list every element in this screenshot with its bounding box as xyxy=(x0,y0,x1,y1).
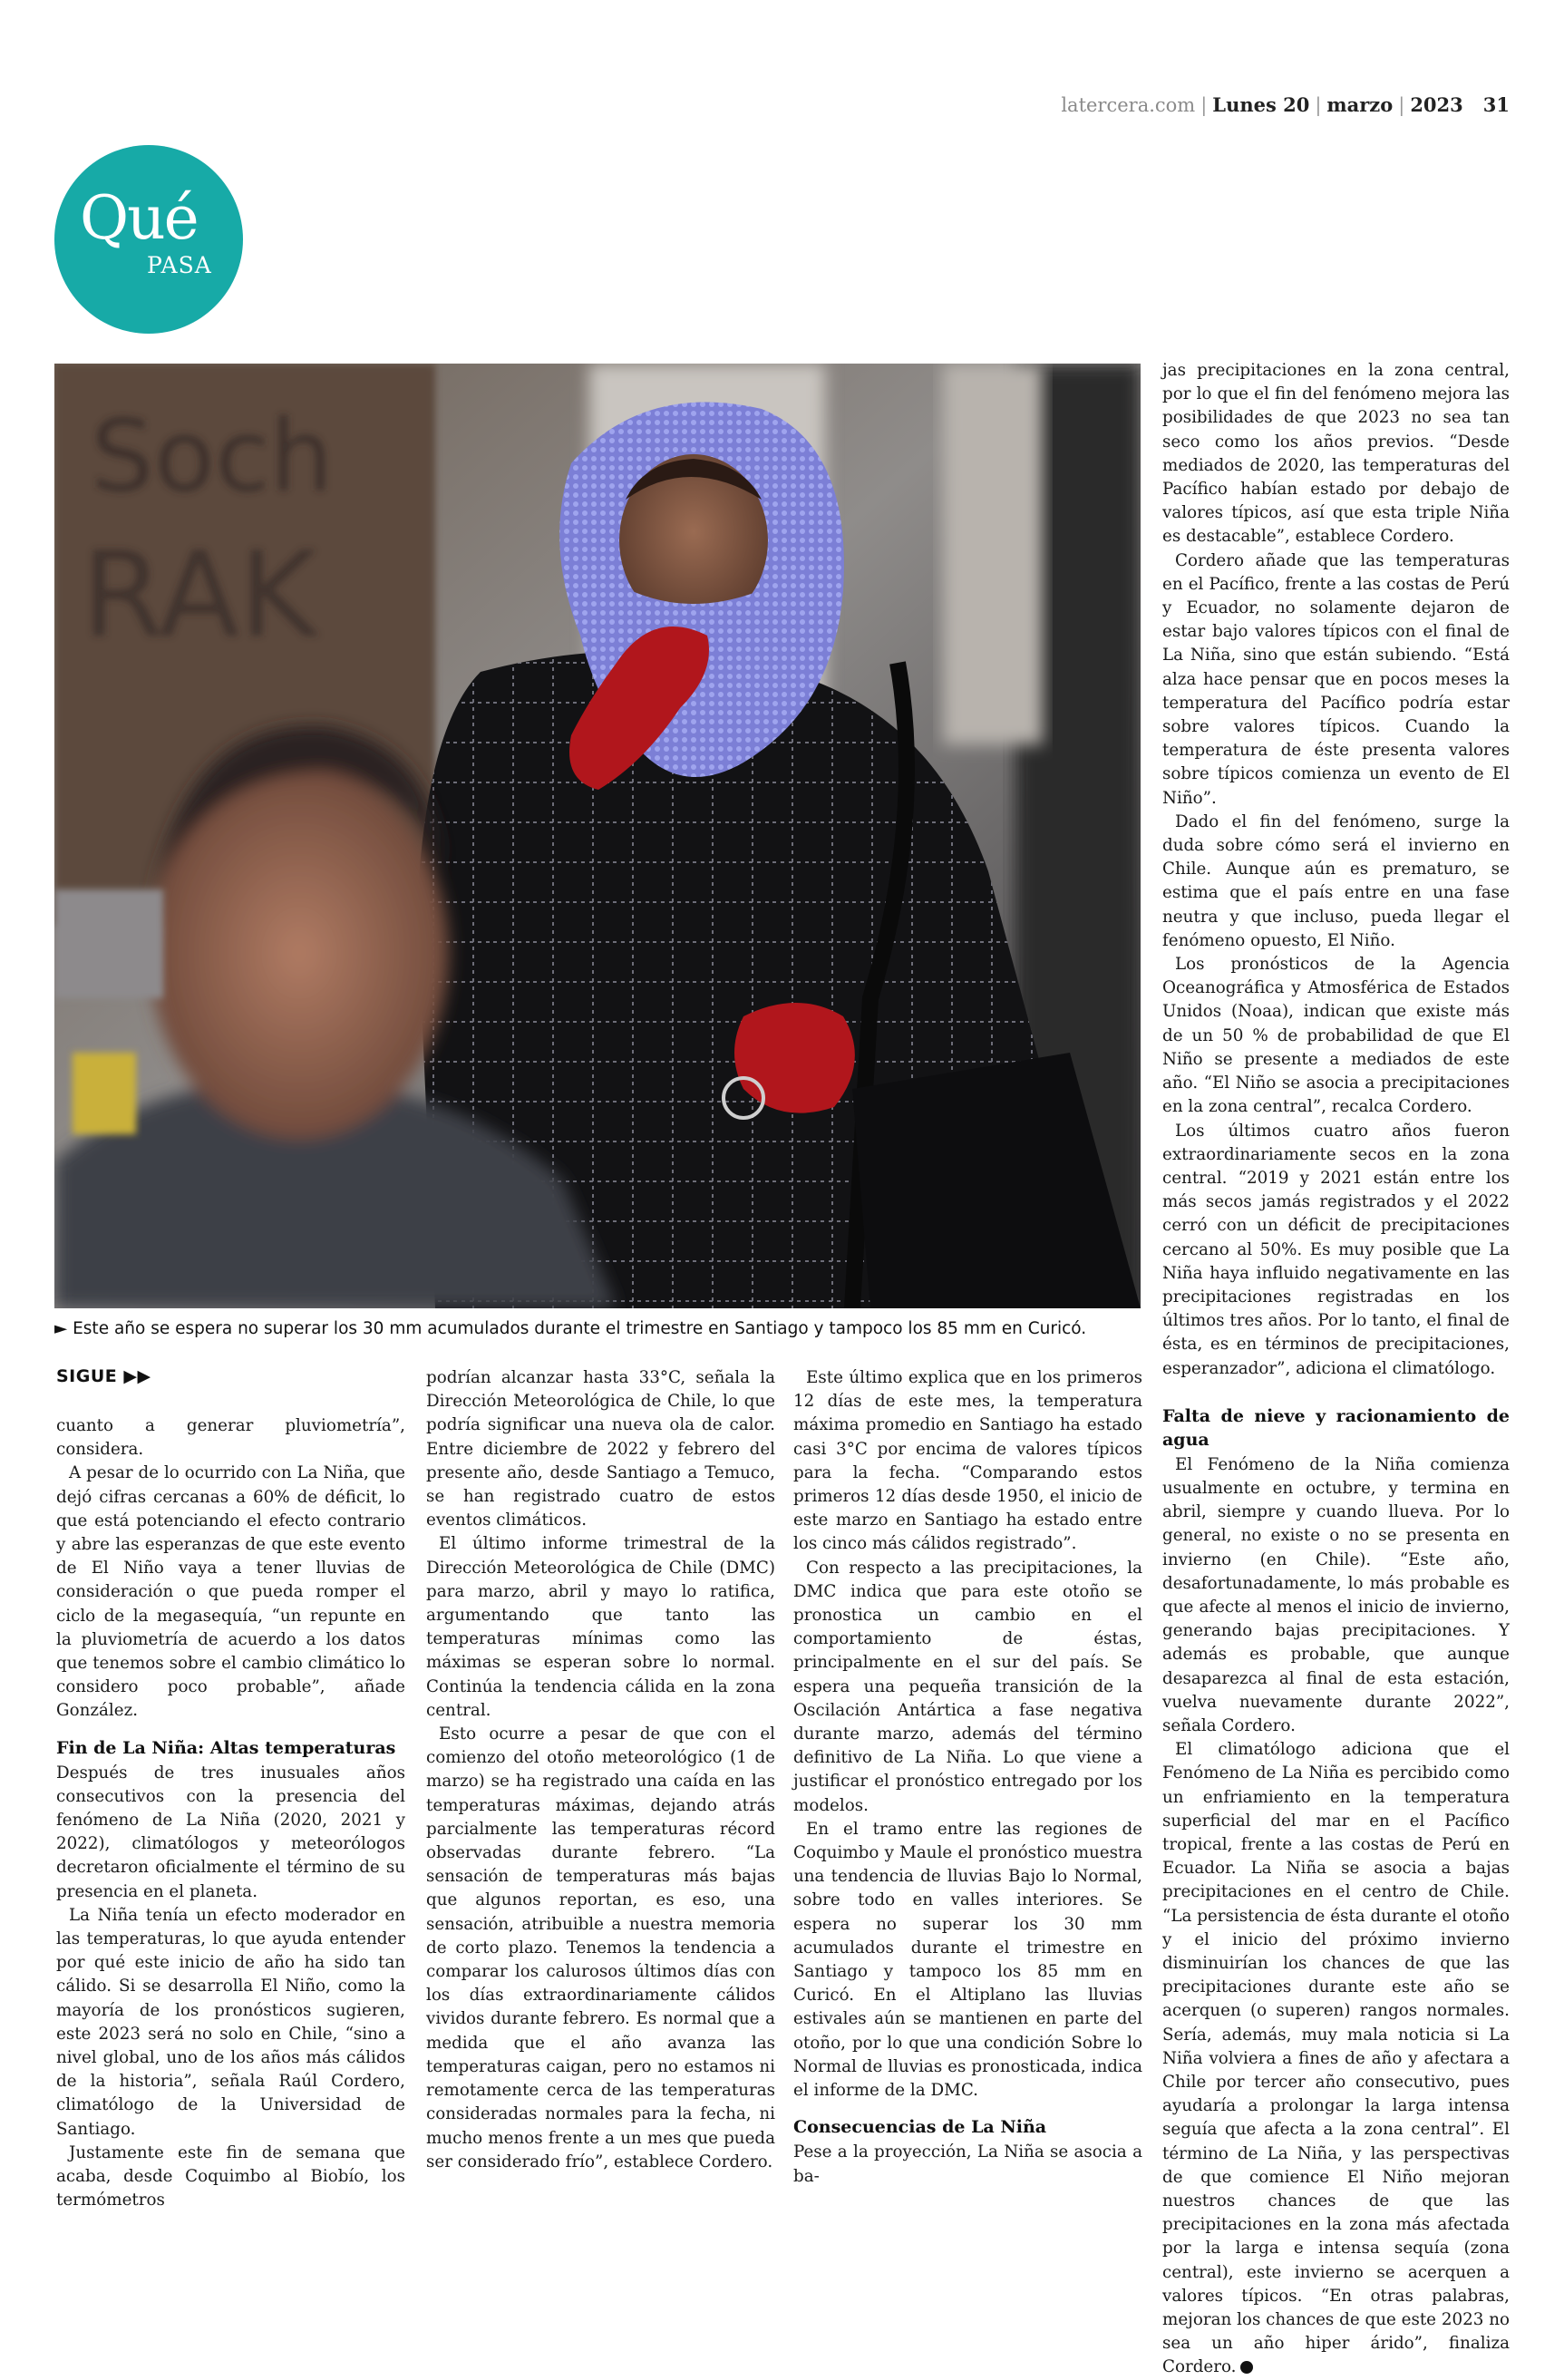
paragraph-text: El climatólogo adiciona que el Fenómeno de La Niña es percibido como un enfriamiento en la temperatura superficial del mar en el Pacífico tropical, frente a las costas de Perú en Ecuador. La Niña se asocia a bajas precipitaciones en el centro de Chile. “La persistencia de ésta durante el otoño y el inicio del próximo invierno disminuirían los chances de que las precipitaciones durante este año se acerquen (o superen) rangos normales. Sería, además, muy mala noticia si La Niña volviera a fines de año y afectara a Chile por tercer año consecutivo, pues ayudaría a prolongar la larga intensa seguía que afecta a la zona central”. El término de La Niña, y las perspectivas de que comience El Niño mejoran nuestros chances de que las precipitaciones en la zona más afectada por la larga e intensa sequía (zona central), este invierno se acerquen a valores típicos. “En otras palabras, mejoran los chances de que este 2023 no sea un año hiper árido”, finaliza Cordero. xyxy=(1162,1740,1510,2377)
paragraph: cuanto a generar pluviometría”, considera. xyxy=(56,1416,405,1460)
site-name: latercera.com xyxy=(1061,94,1196,116)
page-number: 31 xyxy=(1482,93,1510,116)
paragraph: Este último explica que en los primeros 12 días de este mes, la temperatura máxima promedio en Santiago ha estado casi 3°C por encima de valores típicos para la fecha. “Comparando estos primeros 12 días desde 1950, el inicio de este marzo en Santiago ha estado entre los cinco más cálidos registrado”. xyxy=(793,1368,1142,1554)
paragraph: jas precipitaciones en la zona central, por lo que el fin del fenómeno mejora las posibilidades de que 2023 no sea tan seco como los años previos. “Desde mediados de 2020, las temperaturas del Pacífico habían estado por debajo de valores típicos, así que esta triple Niña es destacable”, establece Cordero. xyxy=(1162,361,1510,547)
subheading: Consecuencias de La Niña xyxy=(793,2117,1047,2138)
paragraph: A pesar de lo ocurrido con La Niña, que dejó cifras cercanas a 60% de déficit, lo que está potenciando el efecto contrario y abre las esperanzas de que este evento de El Niño vaya a tener lluvias de consideración o que pueda romper el ciclo de la megasequía, “un repunte en la pluviometría de acuerdo a los datos que tenemos sobre el cambio climático lo considero poco probable”, añade González. xyxy=(56,1463,405,1721)
column-1 xyxy=(56,1414,405,2213)
photo-illustration xyxy=(54,364,1141,1308)
end-of-article-icon xyxy=(1240,2361,1253,2374)
svg-text:Soch: Soch xyxy=(91,398,334,514)
header-day: Lunes 20 xyxy=(1212,93,1310,116)
paragraph: Cordero añade que las temperaturas en el Pacífico, frente a las costas de Perú y Ecuador, no solamente dejaron de estar bajo valores típicos con el final de La Niña, sino que están subiendo. “Está alza hace pensar que en pocos meses la temperatura del Pacífico podría estar sobre valores típicos. Cuando la temperatura de éste presenta valores sobre típicos comienza un evento de El Niño”. xyxy=(1162,550,1510,808)
paragraph: Los pronósticos de la Agencia Oceanográfica y Atmosférica de Estados Unidos (Noaa), indican que existe más de un 50 % de probabilidad de que El Niño se presente a mediados de este año. “El Niño se asocia a precipitaciones en la zona central”, recalca Cordero. xyxy=(1162,955,1510,1117)
sigue-label: SIGUE ▶▶ xyxy=(56,1366,151,1386)
paragraph: En el tramo entre las regiones de Coquimbo y Maule el pronóstico muestra una tendencia de lluvias Bajo lo Normal, sobre todo en valles interiores. Se espera no superar los 30 mm acumulados durante el trimestre en Santiago y tampoco los 85 mm en Curicó. En el Altiplano las lluvias estivales aún se mantienen en parte del otoño, por lo que una condición Sobre lo Normal de lluvias es pronosticada, indica el informe de la DMC. xyxy=(793,1819,1142,2101)
column-4 xyxy=(1162,359,1510,2380)
paragraph: podrían alcanzar hasta 33°C, señala la Dirección Meteorológica de Chile, lo que podría significar una nueva ola de calor. Entre diciembre de 2022 y febrero del presente año, desde Santiago a Temuco, se han registrado cuatro de estos eventos climáticos. xyxy=(426,1368,775,1530)
logo-pasa: PASA xyxy=(147,252,212,278)
paragraph: Los últimos cuatro años fueron extraordinariamente secos en la zona central. “2019 y 2021 están entre los más secos jamás registrados y el 2022 cerró con un déficit de precipitaciones cercano al 50%. Es muy posible que La Niña haya influido negativamente en las precipitaciones registradas en los últimos tres años. Por lo tanto, el final de ésta, es en términos de precipitaciones, esperanzador”, adiciona el climatólogo. xyxy=(1162,1121,1510,1378)
paragraph: La Niña tenía un efecto moderador en las temperaturas, lo que ayuda entender por qué este inicio de año ha sido tan cálido. Si se desarrolla El Niño, como la mayoría de los pronósticos sugieren, este 2023 será no solo en Chile, “sino a nivel global, uno de los años más cálidos de la historia”, señala Raúl Cordero, climatólogo de la Universidad de Santiago. xyxy=(56,1905,405,2139)
page-header: latercera.com | Lunes 20 | marzo | 2023 31 xyxy=(1061,93,1510,116)
subheading: Falta de nieve y racionamiento de agua xyxy=(1162,1405,1510,1450)
header-month: marzo xyxy=(1326,93,1394,116)
paragraph: El Fenómeno de la Niña comienza usualmente en octubre, y termina en abril, siempre y cuando llueva. Por lo general, no existe o no se presenta en invierno (en Chile). “Este año, desafortunadamente, lo más probable es que afecte al menos el inicio de invierno, generando bajas precipitaciones. Y además es probable, que aunque desaparezca al final de esta estación, vuelva nuevamente durante 2022”, señala Cordero. xyxy=(1162,1454,1510,1735)
photo-caption: ► Este año se espera no superar los 30 mm acumulados durante el trimestre en Santiago y tampoco los 85 mm en Curicó. xyxy=(54,1319,1087,1338)
paragraph: Después de tres inusuales años consecutivos con la presencia del fenómeno de La Niña (2020, 2021 y 2022), climatólogos y meteorólogos decretaron oficialmente el término de su presencia en el planeta. xyxy=(56,1763,405,1901)
column-2 xyxy=(426,1366,775,2174)
main-photo xyxy=(54,364,1141,1308)
paragraph: El último informe trimestral de la Dirección Meteorológica de Chile (DMC) para marzo, abril y mayo lo ratifica, argumentando que tanto las temperaturas mínimas como las máximas se esperan sobre lo normal. Continúa la tendencia cálida en la zona central. xyxy=(426,1534,775,1720)
paragraph: Esto ocurre a pesar de que con el comienzo del otoño meteorológico (1 de marzo) se ha registrado una caída en las temperaturas máximas, dejando atrás parcialmente las temperaturas récord observadas durante febrero. “La sensación de temperaturas más bajas que algunos reportan, es eso, una sensación, atribuible a nuestra memoria de corto plazo. Tenemos la tendencia a comparar los calurosos últimos días con los días extraordinariamente cálidos vividos durante febrero. Es normal que a medida que el año avanza las temperaturas caigan, pero no estamos ni remotamente cerca de las temperaturas consideradas normales para la fecha, ni mucho menos frente a un mes que pueda ser considerado frío”, establece Cordero. xyxy=(426,1724,775,2171)
svg-text:RAK: RAK xyxy=(82,526,317,664)
paragraph: Con respecto a las precipitaciones, la DMC indica que para este otoño se pronostica un cambio en el comportamiento de éstas, principalmente en el sur del país. Se espera una pequeña transición de la Oscilación Antártica a fase negativa durante marzo, además del término definitivo de La Niña. Lo que viene a justificar el pronóstico entregado por los modelos. xyxy=(793,1558,1142,1815)
column-3 xyxy=(793,1366,1142,2189)
paragraph: Dado el fin del fenómeno, surge la duda sobre cómo será el invierno en Chile. Aunque aún es prematuro, se estima que el país entre en una fase neutra y que incluso, pueda llegar el fenómeno opuesto, El Niño. xyxy=(1162,811,1510,950)
que-pasa-logo xyxy=(54,145,243,334)
header-year: 2023 xyxy=(1410,93,1463,116)
logo-que: Qué xyxy=(80,183,198,253)
paragraph: Pese a la proyección, La Niña se asocia a ba- xyxy=(793,2142,1142,2186)
paragraph xyxy=(1162,1738,1510,2379)
subheading: Fin de La Niña: Altas temperaturas xyxy=(56,1737,396,1758)
paragraph: Justamente este fin de semana que acaba, desde Coquimbo al Biobío, los termómetros xyxy=(56,2142,405,2210)
